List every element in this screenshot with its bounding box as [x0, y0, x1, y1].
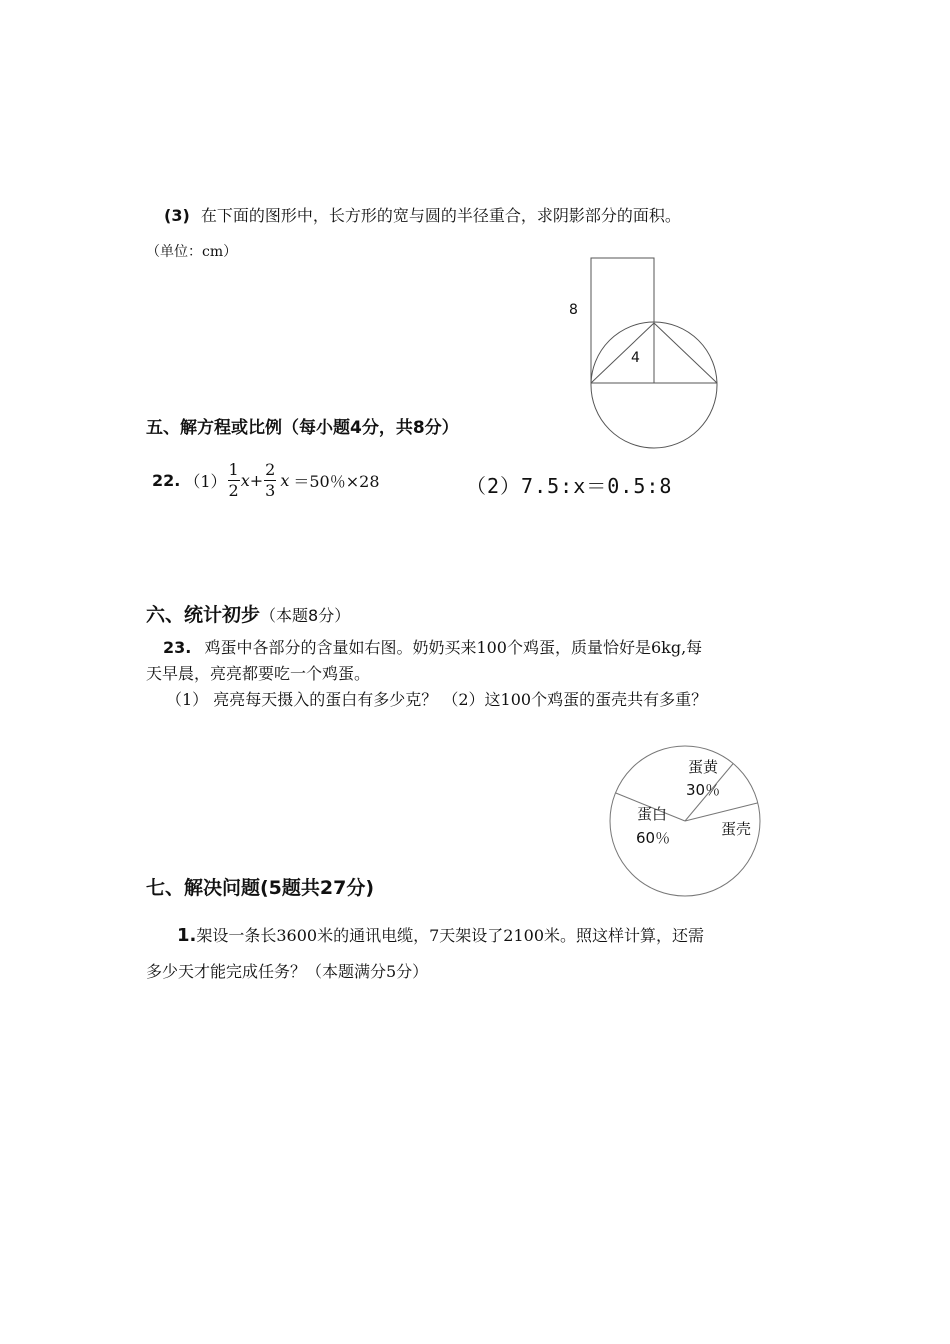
- eq1-rhs: ＝50％×28: [293, 472, 380, 491]
- q7-1-number: 1.: [177, 925, 197, 946]
- q3-number: (3): [164, 206, 190, 225]
- eq1-frac2-den: 3: [265, 481, 276, 500]
- q7-1-line2: 多少天才能完成任务？（本题满分5分）: [146, 962, 429, 981]
- figure-label-8: 8: [569, 302, 578, 318]
- section7-title: 七、解决问题(5题共27分): [146, 877, 375, 899]
- equation-1: [152, 462, 380, 499]
- section5-title: 五、解方程或比例（每小题4分，共8分）: [146, 418, 459, 438]
- eq1-plus: +: [249, 471, 264, 490]
- q23-line1-text: 鸡蛋中各部分的含量如右图。奶奶买来100个鸡蛋，质量恰好是6kg,每: [204, 638, 703, 657]
- pie-value-white: 60％: [636, 829, 671, 847]
- equation-2: （2）7.5:x＝0.5:8: [466, 474, 673, 498]
- q7-1-line1-text: 架设一条长3600米的通讯电缆，7天架设了2100米。照这样计算，还需: [196, 926, 704, 945]
- eq1-label: （1）: [184, 472, 227, 491]
- pie-label-yolk: 蛋黄: [688, 758, 719, 776]
- egg-composition-pie-chart: [600, 740, 770, 900]
- eq1-x2: x: [280, 471, 290, 490]
- section6-title: [146, 600, 350, 627]
- pie-value-yolk: 30％: [686, 781, 721, 799]
- figure-label-4: 4: [631, 350, 640, 366]
- q3-unit: （单位：cm）: [146, 244, 238, 260]
- figure-chord-left: [591, 323, 654, 383]
- q23-line2: 天早晨，亮亮都要吃一个鸡蛋。: [146, 664, 371, 683]
- section6-note: （本题8分）: [260, 606, 351, 625]
- eq1-frac1-num: 1: [228, 460, 239, 479]
- figure-rectangle: [591, 258, 654, 383]
- pie-label-white: 蛋白: [637, 805, 668, 823]
- pie-label-shell: 蛋壳: [721, 820, 752, 838]
- q7-1-line1: [177, 921, 704, 951]
- q23-subquestions: （1） 亮亮每天摄入的蛋白有多少克？ （2）这100个鸡蛋的蛋壳共有多重？: [166, 690, 708, 709]
- eq1-frac1-den: 2: [228, 481, 239, 500]
- eq1-x1: x: [240, 471, 250, 490]
- q22-number: 22.: [152, 471, 181, 490]
- pie-boundary-2: [685, 803, 758, 821]
- q23-number: 23.: [163, 638, 192, 657]
- q3-text: 在下面的图形中，长方形的宽与圆的半径重合，求阴影部分的面积。: [200, 206, 681, 225]
- eq1-fraction-1: [228, 462, 240, 499]
- eq1-frac2-num: 2: [265, 460, 276, 479]
- rectangle-circle-figure: [560, 250, 740, 450]
- figure-chord-right: [654, 323, 717, 383]
- q3-question: [164, 203, 681, 226]
- section6-title-text: 六、统计初步: [146, 604, 261, 626]
- eq1-fraction-2: [264, 462, 276, 499]
